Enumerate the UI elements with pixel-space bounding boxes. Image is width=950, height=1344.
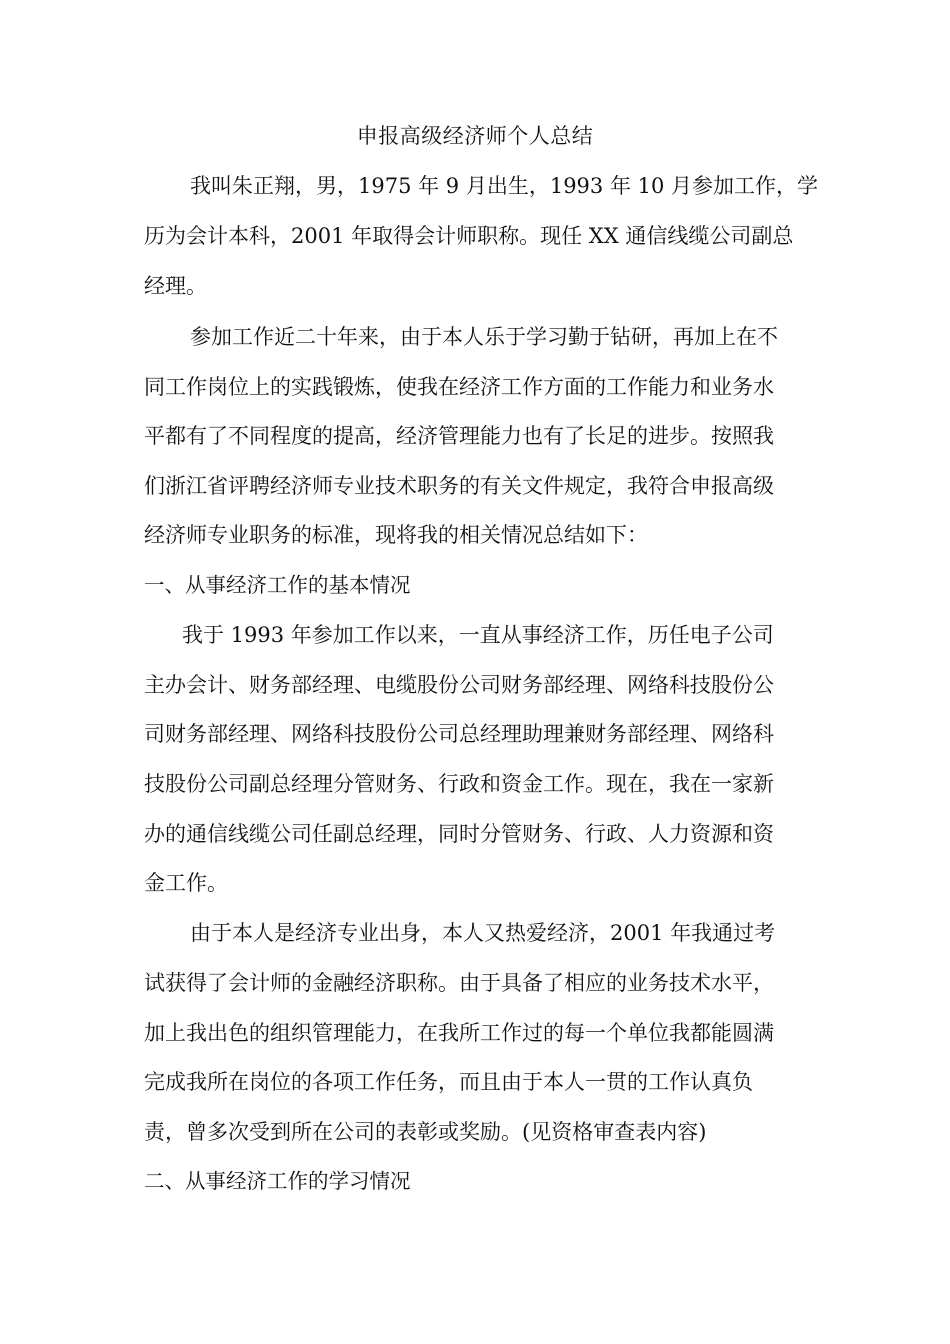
document-title: 申报高级经济师个人总结 [356,124,594,148]
section-heading-2: 二、从事经济工作的学习情况 [144,1169,411,1193]
paragraph-2-line-3: 平都有了不同程度的提高，经济管理能力也有了长足的进步。按照我 [144,424,774,448]
paragraph-2-line-5: 经济师专业职务的标准，现将我的相关情况总结如下： [144,523,648,547]
paragraph-3-line-4: 技股份公司副总经理分管财务、行政和资金工作。现在，我在一家新 [144,772,774,796]
paragraph-2-line-2: 同工作岗位上的实践锻炼，使我在经济工作方面的工作能力和业务水 [144,375,774,399]
paragraph-2-line-4: 们浙江省评聘经济师专业技术职务的有关文件规定，我符合申报高级 [144,474,774,498]
paragraph-4-line-2: 试获得了会计师的金融经济职称。由于具备了相应的业务技术水平， [144,971,774,995]
paragraph-4-line-1: 由于本人是经济专业出身，本人又热爱经济，2001 年我通过考 [190,921,776,945]
paragraph-1-line-3: 经理。 [144,274,207,298]
paragraph-3-line-2: 主办会计、财务部经理、电缆股份公司财务部经理、网络科技股份公 [144,673,774,697]
paragraph-3-line-3: 司财务部经理、网络科技股份公司总经理助理兼财务部经理、网络科 [144,722,774,746]
paragraph-4-line-4: 完成我所在岗位的各项工作任务，而且由于本人一贯的工作认真负 [144,1070,753,1094]
paragraph-3-line-1: 我于 1993 年参加工作以来，一直从事经济工作，历任电子公司 [182,623,774,647]
paragraph-1-line-1: 我叫朱正翔，男，1975 年 9 月出生，1993 年 10 月参加工作，学 [190,174,819,198]
paragraph-2-line-1: 参加工作近二十年来，由于本人乐于学习勤于钻研，再加上在不 [190,325,778,349]
paragraph-4-line-3: 加上我出色的组织管理能力，在我所工作过的每一个单位我都能圆满 [144,1021,774,1045]
paragraph-4-line-5: 责，曾多次受到所在公司的表彰或奖励。(见资格审查表内容) [144,1120,707,1144]
paragraph-3-line-5: 办的通信线缆公司任副总经理，同时分管财务、行政、人力资源和资 [144,822,774,846]
section-heading-1: 一、从事经济工作的基本情况 [144,573,411,597]
paragraph-1-line-2: 历为会计本科，2001 年取得会计师职称。现任 XX 通信线缆公司副总 [144,224,794,248]
paragraph-3-line-6: 金工作。 [144,871,228,895]
